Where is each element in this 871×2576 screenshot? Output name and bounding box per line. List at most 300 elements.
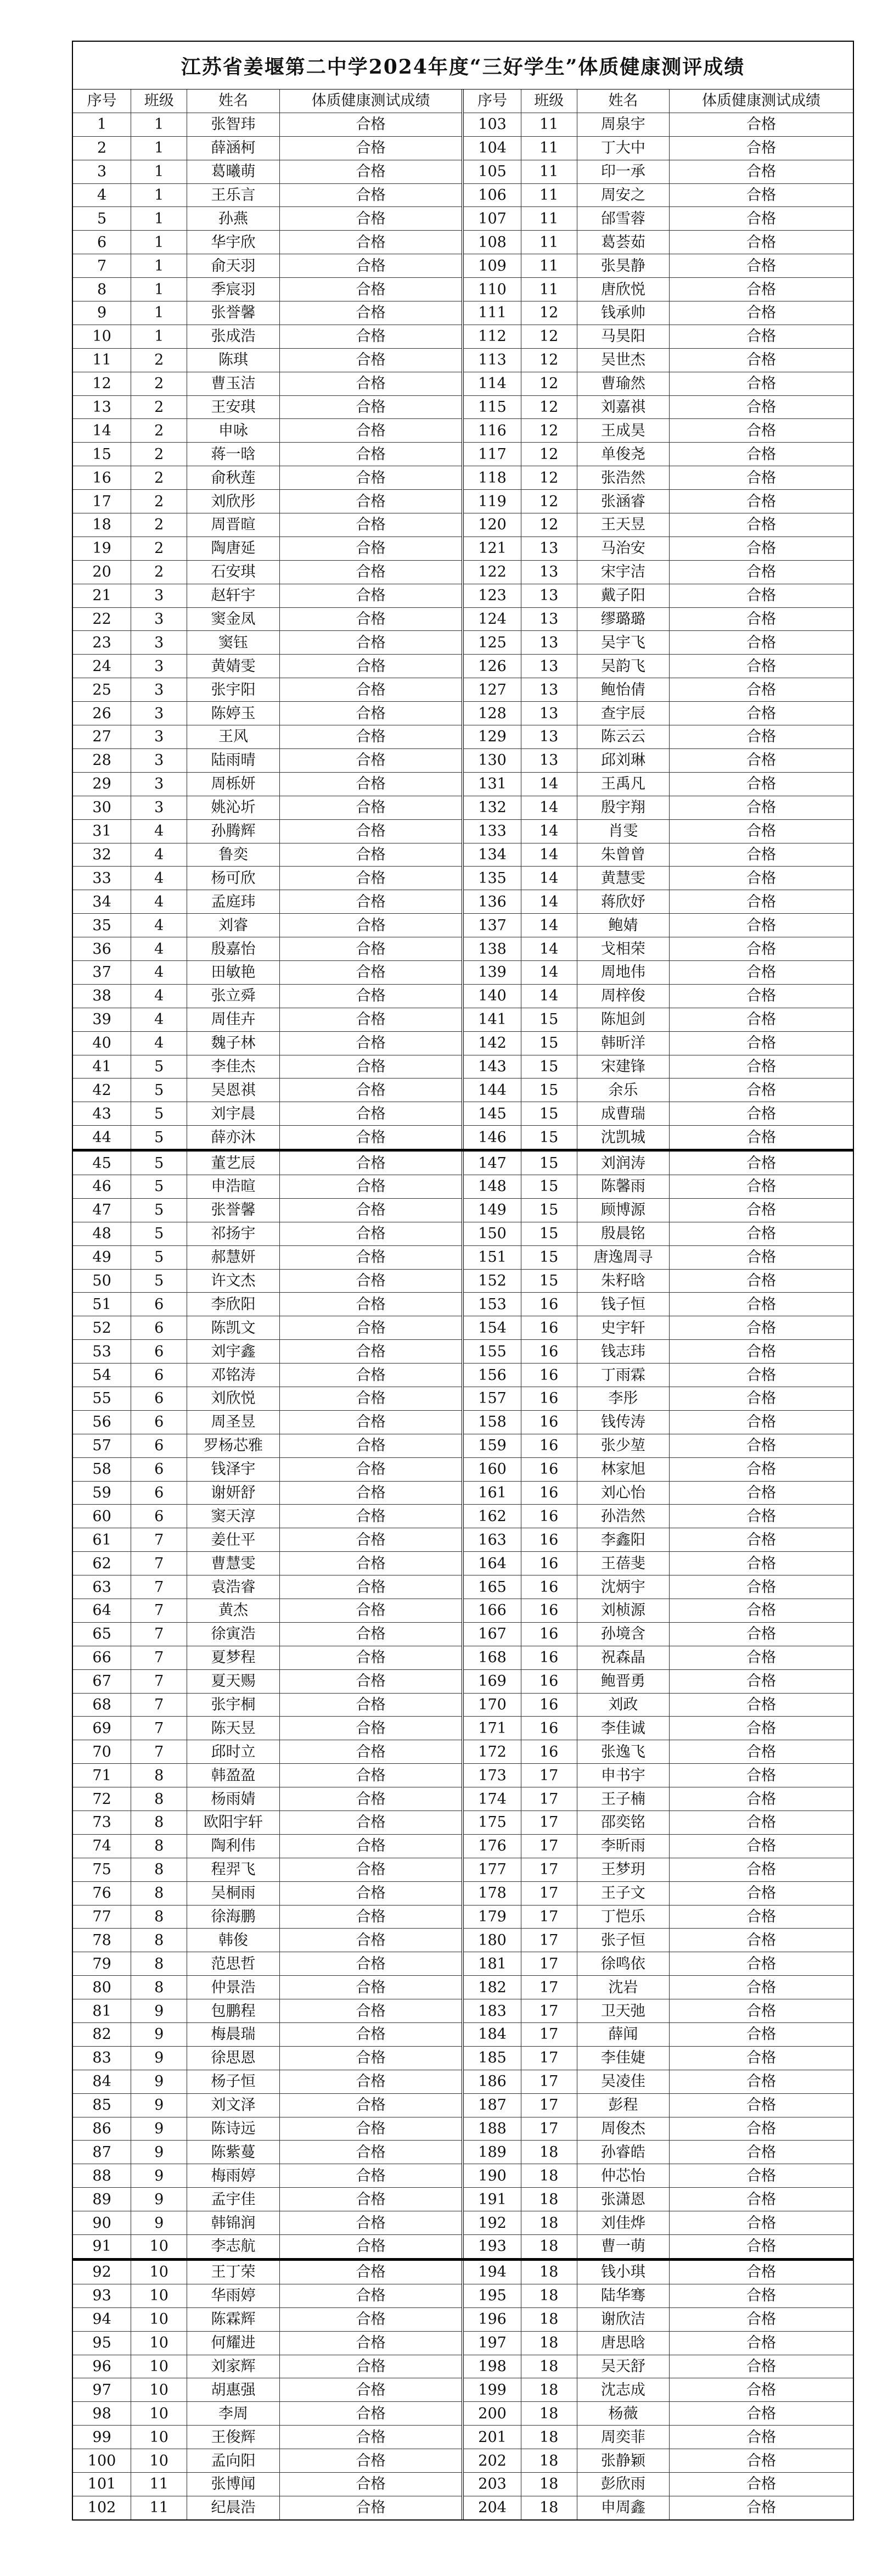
cell-name: 王天昱 bbox=[577, 513, 669, 537]
cell-class: 7 bbox=[131, 1740, 187, 1764]
table-row bbox=[73, 1008, 853, 1031]
cell-name: 印一承 bbox=[577, 160, 669, 183]
cell-name: 吴恩祺 bbox=[187, 1079, 279, 1102]
cell-seq: 15 bbox=[73, 443, 131, 466]
cell-result: 合格 bbox=[279, 537, 463, 560]
cell-class: 10 bbox=[131, 2331, 187, 2355]
cell-name: 刘心怡 bbox=[577, 1481, 669, 1505]
cell-class: 12 bbox=[521, 301, 577, 325]
cell-name: 祁扬宇 bbox=[187, 1222, 279, 1245]
cell-seq: 130 bbox=[463, 748, 521, 772]
cell-result: 合格 bbox=[670, 725, 853, 749]
cell-result: 合格 bbox=[670, 1079, 853, 1102]
cell-name: 许文杰 bbox=[187, 1269, 279, 1293]
cell-name: 徐思恩 bbox=[187, 2046, 279, 2070]
table-row bbox=[73, 2307, 853, 2331]
cell-result: 合格 bbox=[279, 631, 463, 655]
cell-name: 韩盈盈 bbox=[187, 1764, 279, 1787]
cell-name: 俞秋莲 bbox=[187, 466, 279, 490]
cell-seq: 198 bbox=[463, 2355, 521, 2378]
table-row bbox=[73, 2331, 853, 2355]
cell-result: 合格 bbox=[670, 2378, 853, 2402]
cell-class: 16 bbox=[521, 1693, 577, 1717]
cell-name: 殷宇翔 bbox=[577, 796, 669, 819]
table-row bbox=[73, 584, 853, 607]
cell-result: 合格 bbox=[279, 1787, 463, 1811]
cell-seq: 9 bbox=[73, 301, 131, 325]
table-row bbox=[73, 631, 853, 655]
cell-result: 合格 bbox=[279, 655, 463, 678]
cell-name: 张少堃 bbox=[577, 1434, 669, 1457]
cell-seq: 27 bbox=[73, 725, 131, 749]
cell-seq: 123 bbox=[463, 584, 521, 607]
cell-seq: 193 bbox=[463, 2235, 521, 2260]
cell-name: 吴韵飞 bbox=[577, 655, 669, 678]
table-row bbox=[73, 725, 853, 749]
cell-name: 卫天弛 bbox=[577, 1999, 669, 2023]
cell-result: 合格 bbox=[670, 1717, 853, 1740]
cell-seq: 73 bbox=[73, 1811, 131, 1835]
cell-class: 17 bbox=[521, 1764, 577, 1787]
cell-name: 范思哲 bbox=[187, 1952, 279, 1976]
cell-class: 11 bbox=[521, 231, 577, 254]
cell-class: 9 bbox=[131, 2023, 187, 2047]
cell-name: 王俊辉 bbox=[187, 2426, 279, 2449]
cell-name: 单俊尧 bbox=[577, 443, 669, 466]
cell-class: 12 bbox=[521, 443, 577, 466]
table-row bbox=[73, 748, 853, 772]
cell-name: 张宇桐 bbox=[187, 1693, 279, 1717]
cell-seq: 160 bbox=[463, 1457, 521, 1481]
cell-name: 鲍婧 bbox=[577, 914, 669, 937]
cell-seq: 44 bbox=[73, 1126, 131, 1150]
cell-name: 曹一萌 bbox=[577, 2235, 669, 2260]
cell-name: 华雨婷 bbox=[187, 2284, 279, 2307]
cell-name: 梅雨婷 bbox=[187, 2164, 279, 2188]
table-row bbox=[73, 231, 853, 254]
cell-class: 10 bbox=[131, 2235, 187, 2260]
cell-name: 曹瑜然 bbox=[577, 372, 669, 395]
cell-seq: 25 bbox=[73, 678, 131, 702]
cell-name: 刘宇晨 bbox=[187, 1102, 279, 1126]
table-row bbox=[73, 1693, 853, 1717]
cell-result: 合格 bbox=[279, 607, 463, 631]
cell-seq: 29 bbox=[73, 772, 131, 796]
cell-result: 合格 bbox=[670, 2426, 853, 2449]
cell-seq: 10 bbox=[73, 325, 131, 348]
cell-result: 合格 bbox=[670, 395, 853, 419]
cell-seq: 45 bbox=[73, 1150, 131, 1175]
cell-seq: 153 bbox=[463, 1293, 521, 1316]
cell-class: 12 bbox=[521, 466, 577, 490]
cell-seq: 109 bbox=[463, 254, 521, 278]
cell-seq: 81 bbox=[73, 1999, 131, 2023]
table-row bbox=[73, 1976, 853, 1999]
cell-result: 合格 bbox=[670, 1693, 853, 1717]
cell-result: 合格 bbox=[279, 2141, 463, 2164]
cell-class: 18 bbox=[521, 2355, 577, 2378]
cell-seq: 37 bbox=[73, 960, 131, 984]
header-result: 体质健康测试成绩 bbox=[279, 90, 463, 113]
cell-name: 刘宇鑫 bbox=[187, 1340, 279, 1364]
cell-result: 合格 bbox=[279, 2188, 463, 2211]
table-row bbox=[73, 1834, 853, 1858]
cell-class: 9 bbox=[131, 1999, 187, 2023]
cell-class: 6 bbox=[131, 1340, 187, 1364]
cell-seq: 197 bbox=[463, 2331, 521, 2355]
cell-seq: 154 bbox=[463, 1316, 521, 1340]
cell-seq: 150 bbox=[463, 1222, 521, 1245]
cell-result: 合格 bbox=[279, 2093, 463, 2117]
cell-class: 18 bbox=[521, 2235, 577, 2260]
cell-class: 14 bbox=[521, 960, 577, 984]
cell-result: 合格 bbox=[670, 1150, 853, 1175]
cell-class: 18 bbox=[521, 2402, 577, 2426]
cell-class: 8 bbox=[131, 1858, 187, 1881]
cell-class: 16 bbox=[521, 1364, 577, 1387]
cell-class: 14 bbox=[521, 796, 577, 819]
cell-result: 合格 bbox=[279, 584, 463, 607]
cell-class: 7 bbox=[131, 1575, 187, 1599]
cell-seq: 2 bbox=[73, 136, 131, 160]
cell-name: 缪璐璐 bbox=[577, 607, 669, 631]
cell-seq: 129 bbox=[463, 725, 521, 749]
cell-seq: 41 bbox=[73, 1055, 131, 1079]
cell-class: 13 bbox=[521, 607, 577, 631]
cell-name: 陈诗远 bbox=[187, 2117, 279, 2141]
cell-result: 合格 bbox=[670, 1787, 853, 1811]
cell-name: 刘桢源 bbox=[577, 1599, 669, 1623]
cell-class: 17 bbox=[521, 1999, 577, 2023]
cell-name: 罗杨芯雅 bbox=[187, 1434, 279, 1457]
cell-result: 合格 bbox=[670, 2117, 853, 2141]
cell-seq: 171 bbox=[463, 1717, 521, 1740]
cell-seq: 40 bbox=[73, 1031, 131, 1055]
cell-seq: 67 bbox=[73, 1669, 131, 1693]
cell-name: 包鹏程 bbox=[187, 1999, 279, 2023]
cell-name: 唐逸周寻 bbox=[577, 1245, 669, 1269]
cell-name: 韩俊 bbox=[187, 1929, 279, 1952]
cell-result: 合格 bbox=[279, 2046, 463, 2070]
cell-class: 2 bbox=[131, 513, 187, 537]
cell-class: 7 bbox=[131, 1528, 187, 1552]
cell-class: 14 bbox=[521, 937, 577, 961]
cell-result: 合格 bbox=[670, 2355, 853, 2378]
table-row bbox=[73, 2141, 853, 2164]
cell-result: 合格 bbox=[279, 1952, 463, 1976]
cell-result: 合格 bbox=[279, 2331, 463, 2355]
cell-seq: 18 bbox=[73, 513, 131, 537]
cell-result: 合格 bbox=[670, 584, 853, 607]
cell-name: 钱子恒 bbox=[577, 1293, 669, 1316]
table-row bbox=[73, 819, 853, 843]
cell-seq: 190 bbox=[463, 2164, 521, 2188]
cell-name: 唐思晗 bbox=[577, 2331, 669, 2355]
cell-seq: 166 bbox=[463, 1599, 521, 1623]
cell-result: 合格 bbox=[279, 796, 463, 819]
cell-seq: 91 bbox=[73, 2235, 131, 2260]
cell-result: 合格 bbox=[670, 984, 853, 1008]
cell-name: 张潇恩 bbox=[577, 2188, 669, 2211]
cell-name: 俞天羽 bbox=[187, 254, 279, 278]
table-row bbox=[73, 2259, 853, 2284]
cell-result: 合格 bbox=[670, 372, 853, 395]
cell-result: 合格 bbox=[279, 819, 463, 843]
table-row bbox=[73, 2046, 853, 2070]
cell-seq: 204 bbox=[463, 2496, 521, 2519]
cell-class: 12 bbox=[521, 348, 577, 372]
cell-class: 17 bbox=[521, 1881, 577, 1905]
cell-seq: 77 bbox=[73, 1905, 131, 1929]
cell-seq: 36 bbox=[73, 937, 131, 961]
cell-result: 合格 bbox=[670, 607, 853, 631]
cell-class: 13 bbox=[521, 584, 577, 607]
cell-class: 18 bbox=[521, 2496, 577, 2519]
cell-result: 合格 bbox=[670, 254, 853, 278]
cell-result: 合格 bbox=[670, 2307, 853, 2331]
cell-result: 合格 bbox=[670, 466, 853, 490]
cell-class: 13 bbox=[521, 748, 577, 772]
cell-seq: 78 bbox=[73, 1929, 131, 1952]
cell-name: 黄杰 bbox=[187, 1599, 279, 1623]
cell-class: 1 bbox=[131, 136, 187, 160]
cell-class: 18 bbox=[521, 2211, 577, 2235]
cell-result: 合格 bbox=[279, 2496, 463, 2519]
cell-class: 4 bbox=[131, 914, 187, 937]
cell-name: 孟宇佳 bbox=[187, 2188, 279, 2211]
cell-seq: 199 bbox=[463, 2378, 521, 2402]
cell-name: 杨薇 bbox=[577, 2402, 669, 2426]
cell-result: 合格 bbox=[670, 1834, 853, 1858]
cell-result: 合格 bbox=[670, 419, 853, 443]
table-row bbox=[73, 1410, 853, 1434]
table-row bbox=[73, 890, 853, 914]
cell-name: 肖雯 bbox=[577, 819, 669, 843]
table-row bbox=[73, 278, 853, 301]
cell-seq: 181 bbox=[463, 1952, 521, 1976]
cell-seq: 110 bbox=[463, 278, 521, 301]
cell-name: 宋宇洁 bbox=[577, 560, 669, 584]
cell-seq: 106 bbox=[463, 183, 521, 207]
cell-seq: 103 bbox=[463, 113, 521, 136]
cell-class: 10 bbox=[131, 2402, 187, 2426]
page-title: 江苏省姜堰第二中学2024年度“三好学生”体质健康测评成绩 bbox=[73, 42, 853, 90]
table-row bbox=[73, 607, 853, 631]
table-row bbox=[73, 843, 853, 867]
cell-seq: 79 bbox=[73, 1952, 131, 1976]
cell-result: 合格 bbox=[670, 1740, 853, 1764]
cell-name: 沈岩 bbox=[577, 1976, 669, 1999]
table-row bbox=[73, 2496, 853, 2519]
cell-result: 合格 bbox=[670, 1245, 853, 1269]
cell-class: 16 bbox=[521, 1387, 577, 1410]
cell-result: 合格 bbox=[279, 2211, 463, 2235]
cell-seq: 156 bbox=[463, 1364, 521, 1387]
cell-result: 合格 bbox=[279, 1198, 463, 1222]
cell-name: 黄慧雯 bbox=[577, 867, 669, 890]
table-row bbox=[73, 1150, 853, 1175]
cell-name: 鲁奕 bbox=[187, 843, 279, 867]
cell-name: 黄婧雯 bbox=[187, 655, 279, 678]
cell-seq: 111 bbox=[463, 301, 521, 325]
cell-class: 17 bbox=[521, 2070, 577, 2093]
cell-result: 合格 bbox=[670, 1528, 853, 1552]
cell-class: 9 bbox=[131, 2164, 187, 2188]
cell-name: 张博闻 bbox=[187, 2472, 279, 2496]
cell-result: 合格 bbox=[279, 1245, 463, 1269]
cell-result: 合格 bbox=[279, 1175, 463, 1198]
cell-result: 合格 bbox=[670, 2496, 853, 2519]
cell-result: 合格 bbox=[279, 183, 463, 207]
cell-seq: 47 bbox=[73, 1198, 131, 1222]
cell-name: 孙浩然 bbox=[577, 1505, 669, 1528]
cell-name: 姜仕平 bbox=[187, 1528, 279, 1552]
cell-result: 合格 bbox=[279, 1717, 463, 1740]
cell-seq: 152 bbox=[463, 1269, 521, 1293]
cell-seq: 96 bbox=[73, 2355, 131, 2378]
cell-name: 蒋欣妤 bbox=[577, 890, 669, 914]
table-row bbox=[73, 702, 853, 725]
cell-name: 钱泽宇 bbox=[187, 1457, 279, 1481]
cell-seq: 107 bbox=[463, 207, 521, 231]
cell-result: 合格 bbox=[670, 1222, 853, 1245]
cell-result: 合格 bbox=[670, 2449, 853, 2473]
cell-name: 马昊阳 bbox=[577, 325, 669, 348]
cell-result: 合格 bbox=[670, 1316, 853, 1340]
table-row bbox=[73, 867, 853, 890]
cell-class: 11 bbox=[131, 2496, 187, 2519]
cell-seq: 46 bbox=[73, 1175, 131, 1198]
cell-name: 仲芯怡 bbox=[577, 2164, 669, 2188]
cell-name: 周俊杰 bbox=[577, 2117, 669, 2141]
cell-result: 合格 bbox=[279, 1646, 463, 1669]
cell-result: 合格 bbox=[279, 2164, 463, 2188]
cell-result: 合格 bbox=[279, 513, 463, 537]
cell-name: 张昊静 bbox=[577, 254, 669, 278]
cell-seq: 116 bbox=[463, 419, 521, 443]
cell-seq: 142 bbox=[463, 1031, 521, 1055]
cell-class: 9 bbox=[131, 2070, 187, 2093]
cell-seq: 172 bbox=[463, 1740, 521, 1764]
cell-seq: 202 bbox=[463, 2449, 521, 2473]
cell-class: 16 bbox=[521, 1410, 577, 1434]
cell-seq: 192 bbox=[463, 2211, 521, 2235]
cell-seq: 4 bbox=[73, 183, 131, 207]
table-row bbox=[73, 1316, 853, 1340]
table-row bbox=[73, 984, 853, 1008]
cell-seq: 136 bbox=[463, 890, 521, 914]
cell-seq: 162 bbox=[463, 1505, 521, 1528]
cell-result: 合格 bbox=[670, 1055, 853, 1079]
cell-name: 王安琪 bbox=[187, 395, 279, 419]
cell-class: 4 bbox=[131, 984, 187, 1008]
cell-class: 16 bbox=[521, 1646, 577, 1669]
cell-class: 16 bbox=[521, 1622, 577, 1646]
table-row bbox=[73, 1481, 853, 1505]
cell-seq: 89 bbox=[73, 2188, 131, 2211]
cell-result: 合格 bbox=[279, 1622, 463, 1646]
cell-name: 张誉馨 bbox=[187, 301, 279, 325]
cell-name: 钱志玮 bbox=[577, 1340, 669, 1364]
cell-class: 3 bbox=[131, 607, 187, 631]
cell-seq: 201 bbox=[463, 2426, 521, 2449]
table-row bbox=[73, 395, 853, 419]
cell-class: 4 bbox=[131, 867, 187, 890]
cell-seq: 157 bbox=[463, 1387, 521, 1410]
cell-name: 邰雪蓉 bbox=[577, 207, 669, 231]
cell-result: 合格 bbox=[279, 301, 463, 325]
cell-name: 孟向阳 bbox=[187, 2449, 279, 2473]
cell-result: 合格 bbox=[670, 890, 853, 914]
cell-class: 15 bbox=[521, 1222, 577, 1245]
cell-result: 合格 bbox=[279, 2472, 463, 2496]
cell-name: 李昕雨 bbox=[577, 1834, 669, 1858]
cell-result: 合格 bbox=[670, 278, 853, 301]
cell-result: 合格 bbox=[279, 325, 463, 348]
cell-seq: 38 bbox=[73, 984, 131, 1008]
cell-class: 6 bbox=[131, 1410, 187, 1434]
cell-seq: 63 bbox=[73, 1575, 131, 1599]
cell-result: 合格 bbox=[670, 1669, 853, 1693]
cell-class: 5 bbox=[131, 1102, 187, 1126]
cell-name: 陈旭剑 bbox=[577, 1008, 669, 1031]
cell-result: 合格 bbox=[279, 1387, 463, 1410]
cell-result: 合格 bbox=[279, 1434, 463, 1457]
cell-class: 6 bbox=[131, 1364, 187, 1387]
cell-seq: 149 bbox=[463, 1198, 521, 1222]
cell-class: 17 bbox=[521, 1952, 577, 1976]
cell-seq: 20 bbox=[73, 560, 131, 584]
cell-name: 王蓓斐 bbox=[577, 1552, 669, 1575]
cell-name: 李志航 bbox=[187, 2235, 279, 2260]
cell-class: 11 bbox=[131, 2472, 187, 2496]
cell-name: 王成昊 bbox=[577, 419, 669, 443]
table-row bbox=[73, 537, 853, 560]
results-table bbox=[73, 90, 853, 2519]
cell-seq: 8 bbox=[73, 278, 131, 301]
cell-name: 孙境含 bbox=[577, 1622, 669, 1646]
cell-result: 合格 bbox=[279, 231, 463, 254]
cell-name: 李彤 bbox=[577, 1387, 669, 1410]
cell-class: 14 bbox=[521, 772, 577, 796]
table-row bbox=[73, 1881, 853, 1905]
cell-class: 1 bbox=[131, 207, 187, 231]
cell-class: 15 bbox=[521, 1175, 577, 1198]
cell-seq: 52 bbox=[73, 1316, 131, 1340]
cell-name: 顾博源 bbox=[577, 1198, 669, 1222]
cell-class: 16 bbox=[521, 1457, 577, 1481]
cell-class: 10 bbox=[131, 2259, 187, 2284]
cell-name: 刘文泽 bbox=[187, 2093, 279, 2117]
table-row bbox=[73, 655, 853, 678]
cell-name: 邱时立 bbox=[187, 1740, 279, 1764]
cell-name: 梅晨瑞 bbox=[187, 2023, 279, 2047]
cell-name: 季宸羽 bbox=[187, 278, 279, 301]
cell-seq: 23 bbox=[73, 631, 131, 655]
cell-seq: 1 bbox=[73, 113, 131, 136]
table-row bbox=[73, 207, 853, 231]
cell-name: 张立舜 bbox=[187, 984, 279, 1008]
cell-name: 张静颖 bbox=[577, 2449, 669, 2473]
cell-class: 2 bbox=[131, 372, 187, 395]
cell-name: 王禹凡 bbox=[577, 772, 669, 796]
cell-seq: 146 bbox=[463, 1126, 521, 1150]
cell-name: 蒋一晗 bbox=[187, 443, 279, 466]
cell-class: 1 bbox=[131, 278, 187, 301]
cell-result: 合格 bbox=[279, 1905, 463, 1929]
table-row bbox=[73, 1764, 853, 1787]
cell-name: 曹慧雯 bbox=[187, 1552, 279, 1575]
